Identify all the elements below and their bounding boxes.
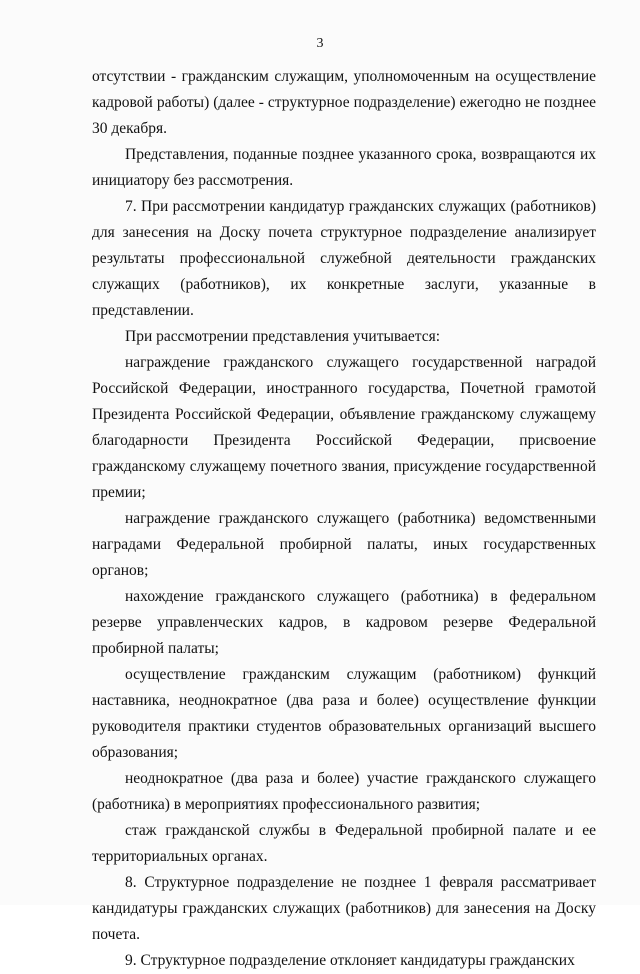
- paragraph-state-award: награждение гражданского служащего государственной наградой Российской Федерации, иностранного государства, Почетной грамотой Президента Российской Федерации, объявление гражданскому служащему благодарности Президента Российской Федерации, присвоение гражданскому служащему почетного звания, присуждение государственной премии;: [92, 354, 596, 501]
- paragraph-mentoring: осуществление гражданским служащим (работником) функций наставника, неоднократное (два раза и более) осуществление функции руководителя практики студентов образовательных организаций высшего образования;: [92, 666, 596, 761]
- paragraph-considerations-intro: При рассмотрении представления учитывается:: [125, 328, 441, 345]
- paragraph-continuation: отсутствии - гражданским служащим, уполномоченным на осуществление кадровой работы) (далее - структурное подразделение) ежегодно не позднее 30 декабря.: [92, 68, 596, 137]
- paragraph-personnel-reserve: нахождение гражданского служащего (работника) в федеральном резерве управленческих кадров, в кадровом резерве Федеральной пробирной палаты;: [92, 588, 596, 657]
- paragraph-item-9: 9. Структурное подразделение отклоняет кандидатуры гражданских: [125, 952, 575, 969]
- page-number: 3: [316, 36, 324, 51]
- paragraph-service-length: стаж гражданской службы в Федеральной пробирной палате и ее территориальных органах.: [92, 822, 596, 865]
- paragraph-item-8: 8. Структурное подразделение не позднее 1 февраля рассматривает кандидатуры гражданских служащих (работников) для занесения на Доску почета.: [92, 874, 596, 943]
- paragraph-item-7: 7. При рассмотрении кандидатур гражданских служащих (работников) для занесения на Доску почета структурное подразделение анализирует результаты профессиональной служебной деятельности гражданских служащих (работников), их конкретные заслуги, указанные в представлении.: [92, 198, 596, 319]
- body-text: [92, 64, 596, 974]
- paragraph-professional-development: неоднократное (два раза и более) участие гражданского служащего (работника) в мероприятиях профессионального развития;: [92, 770, 596, 813]
- paragraph-late-submissions: Представления, поданные позднее указанного срока, возвращаются их инициатору без рассмотрения.: [92, 146, 596, 189]
- paragraph-departmental-award: награждение гражданского служащего (работника) ведомственными наградами Федеральной пробирной палаты, иных государственных органов;: [92, 510, 596, 579]
